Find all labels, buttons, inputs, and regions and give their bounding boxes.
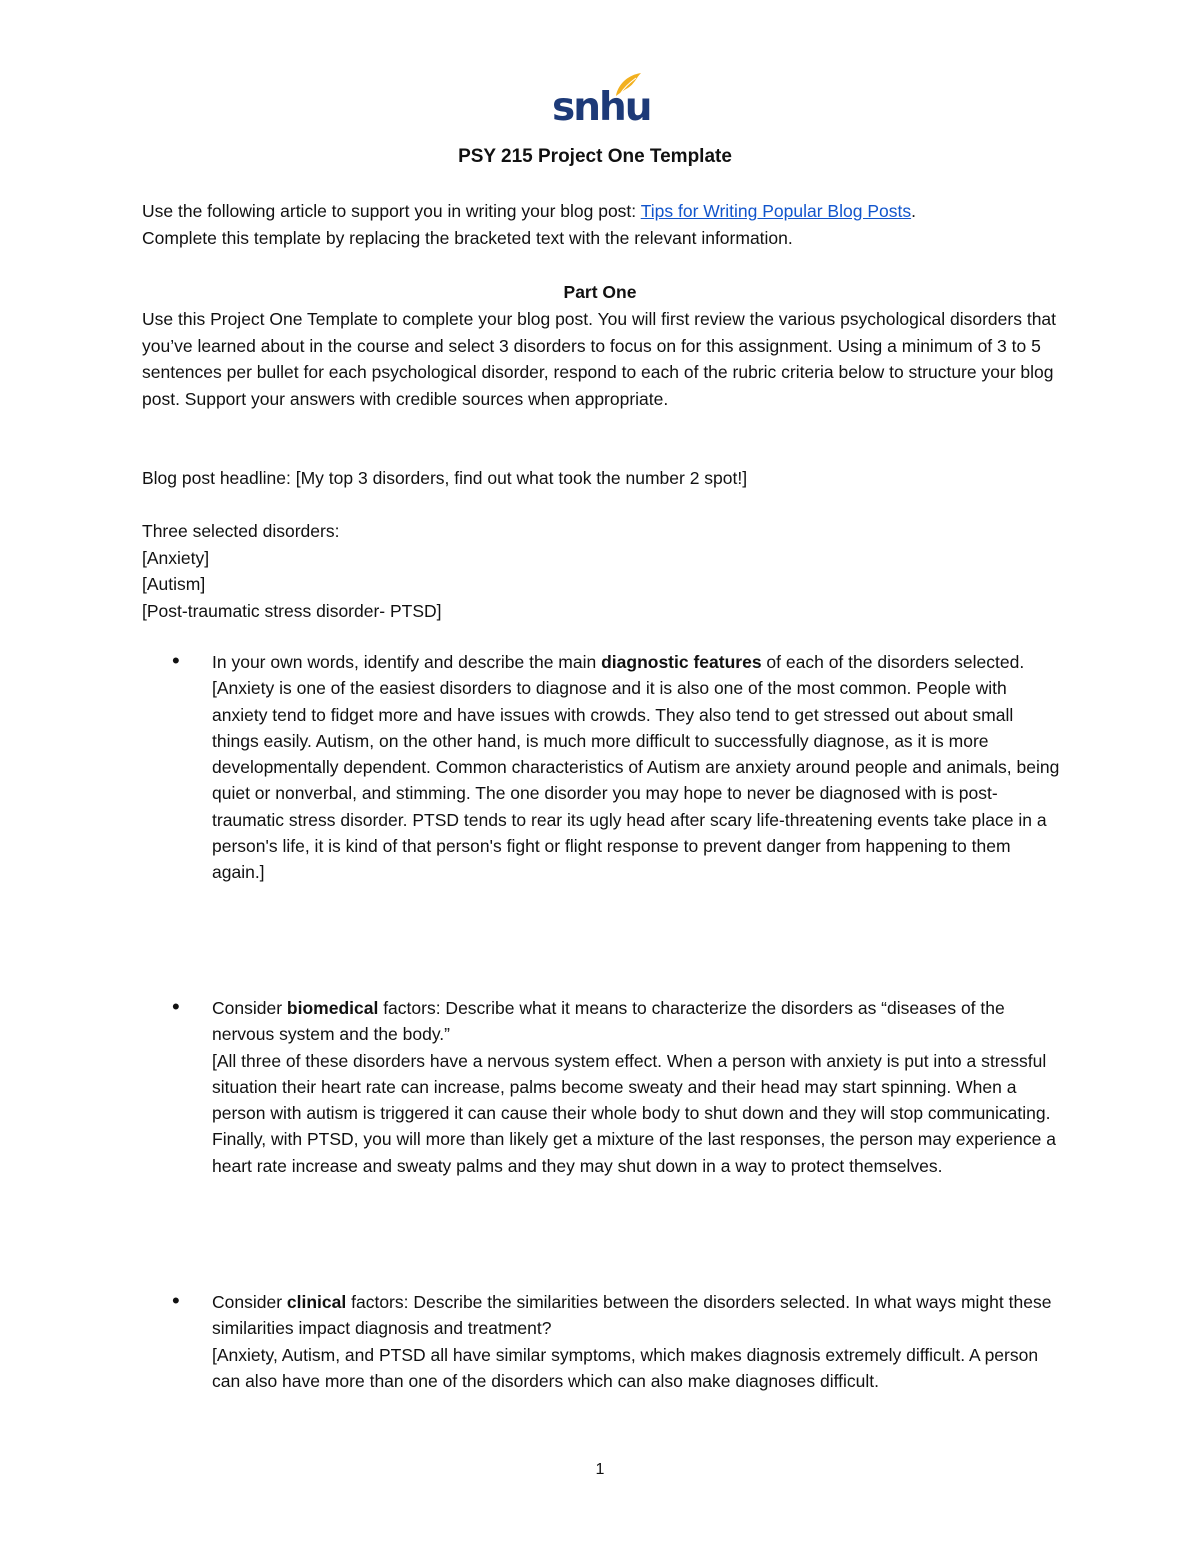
disorder-item: [Autism] xyxy=(142,574,206,594)
page-number: 1 xyxy=(595,1461,605,1478)
article-link[interactable]: Tips for Writing Popular Blog Posts xyxy=(640,201,912,221)
disorder-item: [Anxiety] xyxy=(142,547,210,568)
intro-paragraph xyxy=(142,198,1062,251)
intro-instruction: Complete this template by replacing the bracketed text with the relevant information. xyxy=(142,227,793,248)
logo-text: snhu xyxy=(552,85,651,130)
snhu-logo xyxy=(552,72,651,134)
bullet-icon: • xyxy=(172,648,180,673)
prompt-text: Consider xyxy=(212,998,287,1018)
bullet-icon: • xyxy=(172,994,180,1019)
bullet-clinical xyxy=(212,1289,1062,1394)
intro-text: Use the following article to support you in writing your blog post: xyxy=(142,201,641,221)
document-title: PSY 215 Project One Template xyxy=(458,146,732,167)
selected-disorders xyxy=(142,518,1062,624)
prompt-text: of each of the disorders selected. xyxy=(761,652,1025,672)
blog-headline xyxy=(142,465,1062,492)
disorders-label: Three selected disorders: xyxy=(142,521,340,541)
intro-period: . xyxy=(911,201,916,221)
answer-text: [All three of these disorders have a nervous system effect. When a person with anxiety is put into a stressful situation their heart rate can increase, palms become sweaty and their head may start spinning. When a person with autism is triggered it can cause their whole body to shut down and they will stop communicating. Finally, with PTSD, you will more than likely get a mixture of the last responses, the person may experience a heart rate increase and sweaty palms and they may shut down in a way to protect themselves. xyxy=(212,1050,1056,1176)
prompt-bold: diagnostic features xyxy=(601,652,762,672)
prompt-bold: clinical xyxy=(286,1292,347,1312)
part-one-paragraph: Use this Project One Template to complete your blog post. You will first review the various psychological disorders that you’ve learned about in the course and select 3 disorders to focus on for this assignment. Using a minimum of 3 to 5 sentences per bullet for each psychological disorder, respond to each of the rubric criteria below to structure your blog post. Support your answers with credible sources when appropriate. xyxy=(142,309,1057,409)
answer-text: [Anxiety is one of the easiest disorders to diagnose and it is also one of the most common. People with anxiety tend to fidget more and have issues with crowds. They also tend to get stressed out about small things easily. Autism, on the other hand, is much more difficult to successfully diagnose, as it is more developmentally dependent. Common characteristics of Autism are anxiety around people and animals, being quiet or nonverbal, and stimming. The one disorder you may hope to never be diagnosed with is post-traumatic stress disorder. PTSD tends to rear its ugly head after scary life-threatening events take place in a person's life, it is kind of that person's fight or flight response to prevent danger from happening to them again.] xyxy=(212,678,1060,883)
prompt-text: factors: Describe what it means to characterize the disorders as “diseases of the nervous system and the body.” xyxy=(212,998,1005,1045)
part-one-heading: Part One xyxy=(563,282,637,302)
prompt-text: factors: Describe the similarities between the disorders selected. In what ways might these similarities impact diagnosis and treatment? xyxy=(212,1292,1052,1339)
disorder-item: [Post-traumatic stress disorder- PTSD] xyxy=(142,600,442,621)
answer-text: [Anxiety, Autism, and PTSD all have similar symptoms, which makes diagnosis extremely difficult. A person can also have more than one of the disorders which can also make diagnoses difficult. xyxy=(212,1344,1039,1391)
prompt-text: Consider xyxy=(212,1292,287,1312)
headline-label: Blog post headline: xyxy=(142,468,296,488)
bullet-biomedical xyxy=(212,995,1062,1179)
headline-value: [My top 3 disorders, find out what took the number 2 spot!] xyxy=(295,468,748,488)
bullet-icon: • xyxy=(172,1288,180,1313)
prompt-text: In your own words, identify and describe the main xyxy=(212,652,602,672)
bullet-diagnostic xyxy=(212,649,1062,886)
prompt-bold: biomedical xyxy=(286,998,379,1018)
